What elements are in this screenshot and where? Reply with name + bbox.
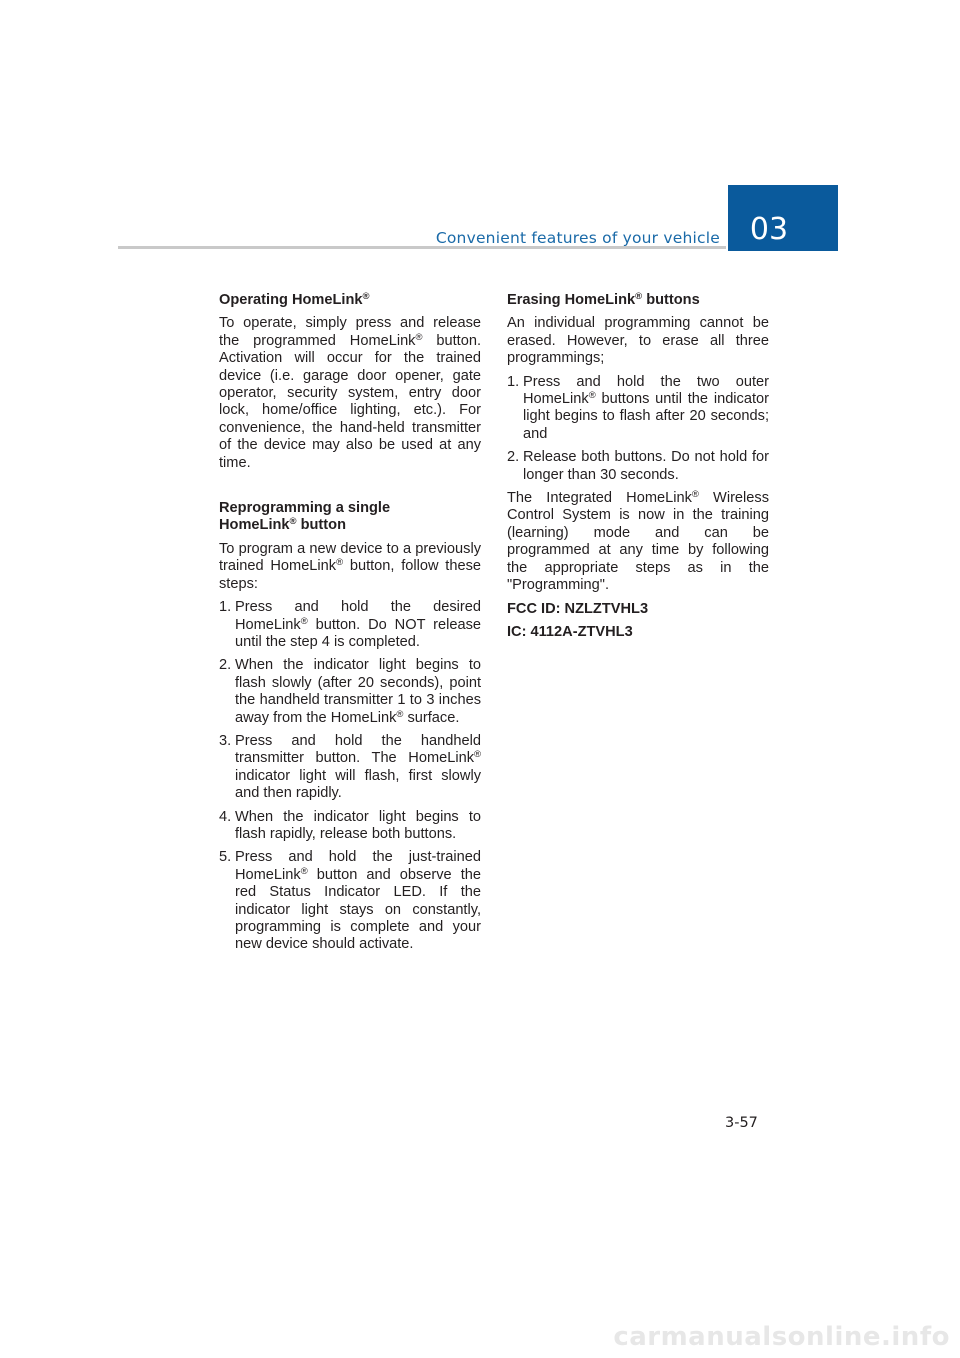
- list-item: 1. Press and hold the desired HomeLink® button. Do NOT release until the step 4 is completed.: [219, 599, 481, 650]
- list-item: 5. Press and hold the just-trained HomeLink® button and observe the red Status Indicator LED. If the indicator light stays on constantly, programming is complete and your new device should activate.: [219, 849, 481, 953]
- left-column: [219, 292, 481, 960]
- paragraph-reprogramming-intro: To program a new device to a previously trained HomeLink® button, follow these steps:: [219, 540, 481, 592]
- ic-id: IC: 4112A-ZTVHL3: [507, 623, 633, 640]
- chapter-number: 03: [749, 212, 789, 247]
- right-column: [507, 292, 769, 647]
- page-number: 3-57: [725, 1115, 758, 1131]
- list-item: 2. When the indicator light begins to flash slowly (after 20 seconds), point the handheld transmitter 1 to 3 inches away from the HomeLink® surface.: [219, 657, 481, 726]
- paragraph-closing: The Integrated HomeLink® Wireless Control System is now in the training (learning) mode and can be programmed at any time by following the appropriate steps as in the "Programming".: [507, 489, 769, 594]
- heading-reprogramming: Reprogramming a single HomeLink® button: [219, 500, 391, 534]
- chapter-tab: [728, 185, 838, 251]
- heading-operating: Operating HomeLink®: [219, 291, 370, 308]
- paragraph-erasing-intro: An individual programming cannot be erased. However, to erase all three programmings;: [507, 315, 769, 367]
- paragraph-operating: To operate, simply press and release the programmed HomeLink® button. Activation will occur for the trained device (i.e. garage door opener, gate operator, security system, entry door lock, home/office lighting, etc.). For convenience, the hand-held transmitter of the device may also be used at any time.: [219, 315, 481, 471]
- list-item: 1. Press and hold the two outer HomeLink® buttons until the indicator light begins to flash after 20 seconds; and: [507, 373, 769, 442]
- list-item: 4. When the indicator light begins to flash rapidly, release both buttons.: [219, 808, 481, 842]
- fcc-id: FCC ID: NZLZTVHL3: [507, 600, 649, 617]
- watermark: carmanualsonline.info: [613, 1322, 950, 1352]
- heading-erasing: Erasing HomeLink® buttons: [507, 291, 700, 308]
- section-title: Convenient features of your vehicle: [435, 229, 720, 247]
- list-item: 3. Press and hold the handheld transmitter button. The HomeLink® indicator light will flash, first slowly and then rapidly.: [219, 732, 481, 802]
- list-item: 2. Release both buttons. Do not hold for longer than 30 seconds.: [507, 449, 769, 483]
